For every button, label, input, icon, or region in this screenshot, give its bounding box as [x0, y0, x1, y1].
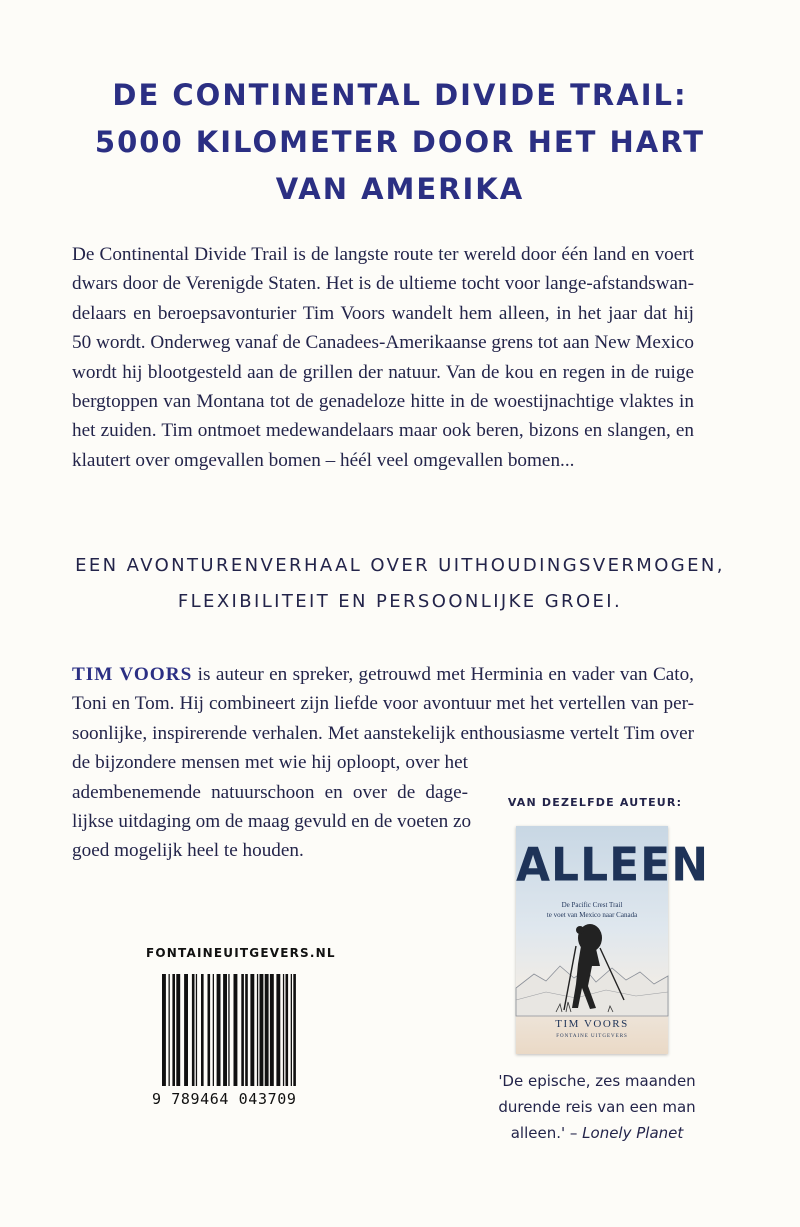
barcode-bar — [293, 974, 296, 1086]
other-book-cover — [516, 826, 710, 1054]
barcode-bar — [250, 974, 254, 1086]
barcode-bar — [192, 974, 195, 1086]
barcode-bar — [286, 974, 289, 1086]
barcode-bar — [270, 974, 274, 1086]
barcode-bar — [241, 974, 244, 1086]
description-line: delaars en beroepsavonturier Tim Voors wandelt hem alleen, in het jaar dat hij — [72, 302, 694, 324]
description-line: het zuiden. Tim ontmoet medewandelaars maar ook beren, bizons en slangen, en — [72, 420, 694, 442]
bio-line-rest: is auteur en spreker, getrouwd met Herminia en vader van Cato, — [192, 664, 694, 685]
barcode-bar — [260, 974, 264, 1086]
description-line: klautert over omgevallen bomen – héél veel omgevallen bomen... — [72, 449, 575, 471]
other-book-subtitle — [516, 900, 668, 920]
other-book-subtitle-line-2: te voet van Mexico naar Canada — [546, 911, 638, 919]
barcode-bar — [245, 974, 248, 1086]
tagline-line-1: EEN AVONTURENVERHAAL OVER UITHOUDINGSVERMOGEN, — [75, 555, 725, 576]
title-line-3: VAN AMERIKA — [275, 172, 525, 206]
description-line: bergtoppen van Montana tot de genadeloze hitte in de woestijnachtige vlaktes in — [72, 391, 694, 413]
tagline-line-2: FLEXIBILITEIT EN PERSOONLIJKE GROEI. — [177, 591, 623, 612]
description-line: De Continental Divide Trail is de langste route ter wereld door één land en voert — [72, 244, 694, 265]
barcode-bar — [223, 974, 227, 1086]
title-line-1: DE CONTINENTAL DIVIDE TRAIL: — [112, 78, 688, 112]
barcode-bar — [228, 974, 229, 1086]
publisher-website: FONTAINEUITGEVERS.NL — [146, 946, 336, 960]
quote-line-1: 'De epische, zes maanden — [498, 1072, 696, 1090]
barcode-bar — [283, 974, 284, 1086]
barcode-bar — [276, 974, 280, 1086]
bio-line: lijkse uitdaging om de maag gevuld en de voeten zo — [72, 811, 472, 833]
description-paragraph — [72, 240, 694, 475]
barcode-bar — [169, 974, 170, 1086]
bio-line: adembenemende natuurschoon en over de dage- — [72, 781, 468, 803]
bio-line: de bijzondere mensen met wie hij oploopt, over het — [72, 752, 468, 774]
tagline — [0, 548, 800, 620]
quote-line-2: durende reis van een man — [498, 1098, 696, 1116]
barcode-bar — [291, 974, 292, 1086]
other-book-subtitle-line-1: De Pacific Crest Trail — [561, 901, 623, 909]
same-author-label: VAN DEZELFDE AUTEUR: — [507, 796, 683, 809]
barcode-bar — [184, 974, 188, 1086]
quote-line-3: alleen.' – — [510, 1124, 583, 1142]
hiker-illustration — [516, 926, 668, 1016]
barcode-bar — [201, 974, 204, 1086]
description-line: dwars door de Verenigde Staten. Het is de ultieme tocht voor lange-afstandswan- — [72, 273, 694, 295]
description-line: 50 wordt. Onderweg vanaf de Canadees-Amerikaanse grens tot aan New Mexico — [72, 332, 694, 354]
barcode-bar — [217, 974, 221, 1086]
description-line: wordt hij blootgesteld aan de grillen der natuur. Van de kou en regen in de ruige — [72, 361, 694, 383]
barcode-bar — [213, 974, 214, 1086]
author-name: TIM VOORS — [72, 664, 193, 685]
barcode-bar — [234, 974, 238, 1086]
barcode-bar — [162, 974, 166, 1086]
other-book-author: TIM VOORS — [555, 1018, 629, 1030]
bio-line: goed mogelijk heel te houden. — [72, 840, 304, 862]
isbn-barcode — [152, 974, 338, 1090]
other-book-title: ALLEEN — [516, 838, 710, 893]
barcode-bar — [265, 974, 269, 1086]
barcode-bar — [176, 974, 180, 1086]
book-title — [0, 72, 800, 213]
barcode-bar — [257, 974, 258, 1086]
isbn-digits: 9 789464 043709 — [152, 1090, 297, 1108]
bio-line — [72, 660, 694, 689]
other-book-publisher: FONTAINE UITGEVERS — [556, 1034, 628, 1039]
title-line-2: 5000 KILOMETER DOOR HET HART — [94, 125, 706, 159]
barcode-bar — [172, 974, 175, 1086]
review-quote — [486, 1068, 708, 1146]
barcode-bar — [208, 974, 211, 1086]
quote-source: Lonely Planet — [582, 1124, 684, 1142]
barcode-bar — [196, 974, 197, 1086]
bio-line: Toni en Tom. Hij combineert zijn liefde voor avontuur met het vertellen van per- — [72, 693, 694, 715]
bio-line: soonlijke, inspirerende verhalen. Met aanstekelijk enthousiasme vertelt Tim over — [72, 722, 694, 744]
